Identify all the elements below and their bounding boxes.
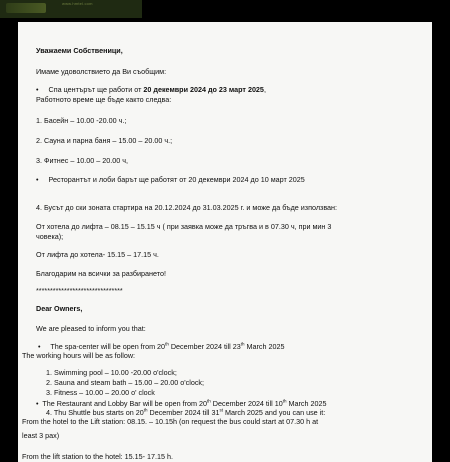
- bg-restaurant: Ресторантът и лоби барът ще работят от 20 декември 2024 до 10 март 2025: [48, 175, 305, 184]
- bg-spa-dates: 20 декември 2024 до 23 март 2025: [143, 85, 264, 94]
- en-hotel-to-lift-1: From the hotel to the Lift station: 08.15. – 10.15h (on request the bus could start at 07.30 h at: [22, 417, 319, 426]
- en-rest-b: December 2024 till 10: [210, 399, 283, 408]
- bg-hotel-to-lift-1: От хотела до лифта – 08.15 – 15.15 ч ( при заявка може да тръгва и в 07.30 ч, при мин 3: [36, 222, 332, 231]
- en-bus-sup1: th: [143, 407, 148, 413]
- bullet-icon: •: [36, 399, 39, 408]
- bg-hours-intro: Работното време ще бъде както следва:: [36, 95, 172, 104]
- separator: *******************************: [36, 286, 123, 295]
- en-spa-sup1: th: [165, 341, 169, 347]
- en-lift-to-hotel: From the lift station to the hotel: 15.15- 17.15 h.: [22, 452, 174, 461]
- en-bus-b: December 2024 till 31: [147, 408, 220, 417]
- en-fitness: 3. Fitness – 10.00 – 20.00 o' clock: [46, 388, 155, 397]
- bg-sauna: 2. Сауна и парна баня – 15.00 – 20.00 ч.;: [36, 136, 173, 145]
- en-spa-c: March 2025: [244, 342, 285, 351]
- en-pool: 1. Swimming pool – 10.00 -20.00 o'clock;: [46, 368, 177, 377]
- en-hotel-to-lift-2: least 3 pax): [22, 431, 60, 440]
- en-rest-a: The Restaurant and Lobby Bar will be open from 20: [42, 399, 208, 408]
- en-bus-a: 4. Thu Shuttle bus starts on 20: [46, 408, 144, 417]
- en-bus-c: March 2025 and you can use it:: [222, 408, 326, 417]
- en-spa-sup2: th: [240, 341, 245, 347]
- bullet-icon: •: [36, 85, 39, 94]
- en-rest-sup1: th: [207, 398, 211, 404]
- hotel-logo: [0, 0, 142, 18]
- bg-pool: 1. Басейн – 10.00 -20.00 ч.;: [36, 116, 127, 125]
- bg-bus: 4. Бусът до ски зоната стартира на 20.12.2024 до 31.03.2025 г. и може да бъде използван:: [36, 203, 338, 212]
- logo-url-text: www.hmtel.com: [62, 1, 93, 6]
- bg-spa-line: [36, 85, 266, 95]
- en-bus-sup2: st: [219, 407, 223, 413]
- en-intro: We are pleased to inform you that:: [36, 324, 146, 333]
- bg-thanks: Благодарим на всички за разбирането!: [36, 269, 166, 278]
- bg-lift-to-hotel: От лифта до хотела- 15.15 – 17.15 ч.: [36, 250, 159, 259]
- en-hours-intro: The working hours will be as follow:: [22, 351, 136, 360]
- en-sauna: 2. Sauna and steam bath – 15.00 – 20.00 o'clock;: [46, 378, 205, 387]
- bg-spa-suffix: ,: [263, 85, 266, 94]
- bullet-icon: •: [38, 342, 41, 351]
- bg-fitness: 3. Фитнес – 10.00 – 20.00 ч,: [36, 156, 129, 165]
- en-rest-sup2: th: [282, 398, 287, 404]
- header-strip: [0, 0, 450, 22]
- bg-intro: Имаме удоволствието да Ви съобщим:: [36, 67, 167, 76]
- logo-mark-icon: [6, 3, 46, 13]
- en-spa-b: December 2024 till 23: [168, 342, 241, 351]
- en-greeting: Dear Owners,: [36, 304, 83, 313]
- bg-restaurant-line: [36, 175, 305, 185]
- bg-hotel-to-lift-2: човека);: [36, 232, 64, 241]
- en-rest-c: March 2025: [286, 399, 327, 408]
- en-spa-a: The spa-center will be open from 20: [50, 342, 166, 351]
- bullet-icon: •: [36, 175, 39, 184]
- bg-greeting: Уважаеми Собственици,: [36, 46, 123, 55]
- bg-spa-prefix: Спа центърът ще работи от: [48, 85, 144, 94]
